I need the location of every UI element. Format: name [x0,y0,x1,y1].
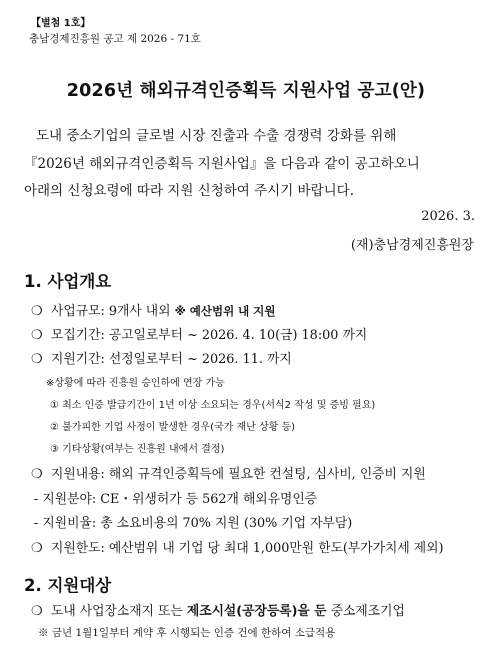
issuer-name: (재)충남경제진흥원장 [350,238,474,253]
attachment-tag: 【별첨 1호】 [31,18,91,29]
section-1-heading: 1. 사업개요 [24,272,112,291]
limit-text: 지원한도: 예산범위 내 기업 당 최대 1,000만원 한도(부가가치세 제외) [51,541,444,556]
circle-bullet-icon: ❍ [31,352,43,367]
intro-line-2: 『2026년 해외규격인증획득 지원사업』을 다음과 같이 공고하오니 [24,156,420,172]
support-period-text: 지원기간: 선정일로부터 ~ 2026. 11. 까지 [51,352,292,367]
circle-bullet-icon: ❍ [31,328,43,343]
case-item: ① 최소 인증 발급기간이 1년 이상 소요되는 경우(서식2 작성 및 증빙 필요) [50,400,376,411]
case-item: ② 불가피한 기업 사정이 발생한 경우(국가 재난 상황 등) [50,422,296,433]
extension-note: ※상황에 따라 진흥원 승인하에 연장 가능 [46,378,225,389]
target-emphasis: 제조시설(공장등록)을 둔 [186,604,327,619]
target-pre: 도내 사업장소재지 또는 [51,604,183,619]
section-2-heading: 2. 지원대상 [24,576,112,595]
scale-text: 사업규모: 9개사 내외 [51,304,171,319]
list-item-scale [31,300,276,319]
list-item-support-period [31,348,292,367]
retroactive-note: ※ 금년 1월1일부터 계약 후 시행되는 인증 건에 한하여 소급적용 [38,627,336,639]
case-item: ③ 기타상황(여부는 진흥원 내에서 결정) [50,444,225,455]
list-item-target [31,600,405,619]
intro-line-3: 아래의 신청요령에 따라 지원 신청하여 주시기 바랍니다. [24,183,354,199]
recruit-text: 모집기간: 공고일로부터 ~ 2026. 4. 10(금) 18:00 까지 [51,328,368,343]
target-post: 중소제조기업 [330,604,405,619]
content-text: 지원내용: 해외 규격인증획득에 필요한 컨설팅, 심사비, 인증비 지원 [51,467,426,482]
notice-number: 충남경제진흥원 공고 제 2026 - 71호 [29,33,201,45]
list-item-content [31,463,426,482]
support-ratio: - 지원비율: 총 소요비용의 70% 지원 (30% 기업 자부담) [34,516,353,531]
intro-line-1: 도내 중소기업의 글로벌 시장 진출과 수출 경쟁력 강화를 위해 [36,128,397,144]
circle-bullet-icon: ❍ [31,467,43,482]
list-item-limit [31,537,444,556]
list-item-recruit [31,324,367,343]
announcement-date: 2026. 3. [421,209,475,224]
circle-bullet-icon: ❍ [31,604,43,619]
document-title: 2026년 해외규격인증획득 지원사업 공고(안) [66,81,426,101]
circle-bullet-icon: ❍ [31,304,43,319]
circle-bullet-icon: ❍ [31,541,43,556]
support-field: - 지원분야: CE・위생허가 등 562개 해외유명인증 [34,492,318,507]
scale-note: ※ 예산범위 내 지원 [174,304,276,318]
